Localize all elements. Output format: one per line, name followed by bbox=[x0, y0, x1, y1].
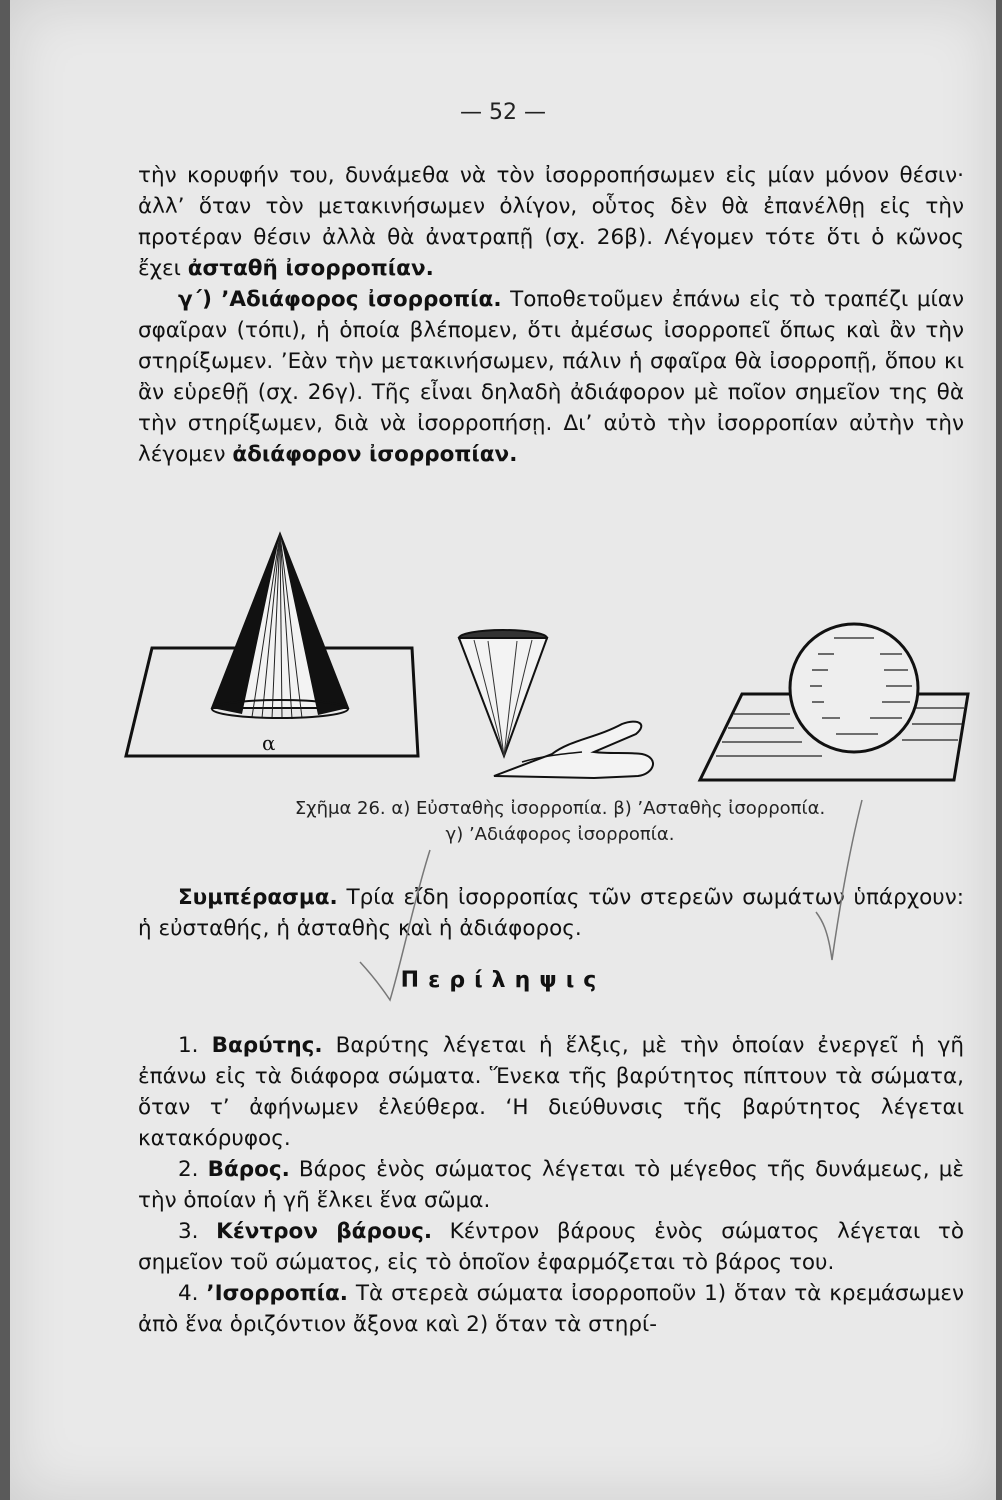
figure-label-a: α bbox=[262, 731, 276, 755]
summary-item-number: 4. bbox=[178, 1281, 199, 1306]
unstable-equilibrium-term: ἀσταθῆ ἰσορροπίαν. bbox=[187, 256, 434, 281]
page-number: — 52 — bbox=[460, 100, 546, 125]
figure-caption-line2: γ) ’Αδιάφορος ἰσορροπία. bbox=[445, 824, 675, 845]
summary-item bbox=[138, 1154, 964, 1216]
summary-item-number: 2. bbox=[178, 1157, 199, 1182]
summary-item-text: Κέντρον βάρους ἑνὸς σώματος λέγεται τὸ σημεῖον τοῦ σώματος, εἰς τὸ ὁποῖον ἐφαρμόζεται τὸ βάρος του. bbox=[138, 1219, 964, 1275]
figure-26 bbox=[122, 528, 972, 796]
conclusion-text: Τρία εἴδη ἰσορροπίας τῶν στερεῶν σωμάτων ὑπάρχουν: ἡ εὐσταθής, ἡ ἀσταθὴς καὶ ἡ ἀδιάφορος. bbox=[138, 885, 964, 941]
paragraph-neutral bbox=[138, 284, 964, 470]
conclusion-label: Συμπέρασμα. bbox=[178, 885, 338, 910]
summary-list bbox=[138, 1030, 964, 1340]
summary-item-text: Βάρος ἑνὸς σώματος λέγεται τὸ μέγεθος τῆς δυνάμεως, μὲ τὴν ὁποίαν ἡ γῆ ἕλκει ἕνα σῶμα. bbox=[138, 1157, 964, 1213]
figure-caption-line1: Σχῆμα 26. α) Εὐσταθὴς ἰσορροπία. β) ’Ασταθὴς ἰσορροπία. bbox=[294, 798, 826, 819]
paragraph-text: τὴν κορυφήν του, δυνάμεθα νὰ τὸν ἰσορροπήσωμεν εἰς μίαν μόνον θέσιν· ἀλλ’ ὅταν τὸν μετακινήσωμεν ὀλίγον, οὗτος δὲν θὰ ἐπανέλθῃ εἰς τὴν προτέραν θέσιν ἀλλὰ θὰ ἀνατραπῇ (σχ. 26β). Λέγομεν τότε ὅτι ὁ κῶνος ἔχει bbox=[138, 163, 964, 281]
summary-item bbox=[138, 1216, 964, 1278]
body-text bbox=[138, 160, 964, 470]
neutral-equilibrium-heading: γ΄) ’Αδιάφορος ἰσορροπία. bbox=[178, 287, 502, 312]
summary-heading: Περίληψις bbox=[400, 968, 606, 993]
book-page bbox=[10, 0, 996, 1500]
neutral-sphere-illustration bbox=[700, 624, 968, 780]
stable-cone-illustration bbox=[126, 534, 418, 756]
summary-item bbox=[138, 1278, 964, 1340]
summary-item-number: 1. bbox=[178, 1033, 199, 1058]
summary-item-text: Τὰ στερεὰ σώματα ἰσορροποῦν 1) ὅταν τὰ κρεμάσωμεν ἀπὸ ἕνα ὁριζόντιον ἄξονα καὶ 2) ὅταν τὰ στηρί- bbox=[138, 1281, 964, 1337]
conclusion-paragraph bbox=[138, 882, 964, 944]
paragraph-text: Τοποθετοῦμεν ἐπάνω εἰς τὸ τραπέζι μίαν σφαῖραν (τόπι), ἡ ὁποία βλέπομεν, ὅτι ἀμέσως ἰσορροπεῖ ὅπως καὶ ἂν τὴν στηρίξωμεν. ’Εὰν τὴν μετακινήσωμεν, πάλιν ἡ σφαῖρα θὰ ἰσορροπῇ, ὅπου κι ἂν εὑρεθῇ (σχ. 26γ). Τῆς εἶναι δηλαδὴ ἀδιάφορον μὲ ποῖον σημεῖον της θὰ τὴν στηρίξωμεν, διὰ νὰ ἰσορροπήσῃ. Δι’ αὐτὸ τὴν ἰσορροπίαν αὐτὴν τὴν λέγομεν bbox=[138, 287, 964, 467]
summary-item-text: Βαρύτης λέγεται ἡ ἕλξις, μὲ τὴν ὁποίαν ἐνεργεῖ ἡ γῆ ἐπάνω εἰς τὰ διάφορα σώματα. Ἕνεκα τῆς βαρύτητος πίπτουν τὰ σώματα, ὅταν τ’ ἀφήνωμεν ἐλεύθερα. ‘Η διεύθυνσις τῆς βαρύτητος λέγεται κατακόρυφος. bbox=[138, 1033, 964, 1151]
paragraph-unstable bbox=[138, 160, 964, 284]
unstable-cone-illustration bbox=[459, 630, 653, 778]
summary-item-term: ’Ισορροπία. bbox=[206, 1281, 348, 1306]
summary-item bbox=[138, 1030, 964, 1154]
conclusion bbox=[138, 882, 964, 944]
summary-item-number: 3. bbox=[178, 1219, 199, 1244]
summary-item-term: Κέντρον βάρους. bbox=[216, 1219, 433, 1244]
summary-item-term: Βάρος. bbox=[207, 1157, 290, 1182]
summary-item-term: Βαρύτης. bbox=[211, 1033, 323, 1058]
neutral-equilibrium-term: ἀδιάφορον ἰσορροπίαν. bbox=[232, 442, 518, 467]
